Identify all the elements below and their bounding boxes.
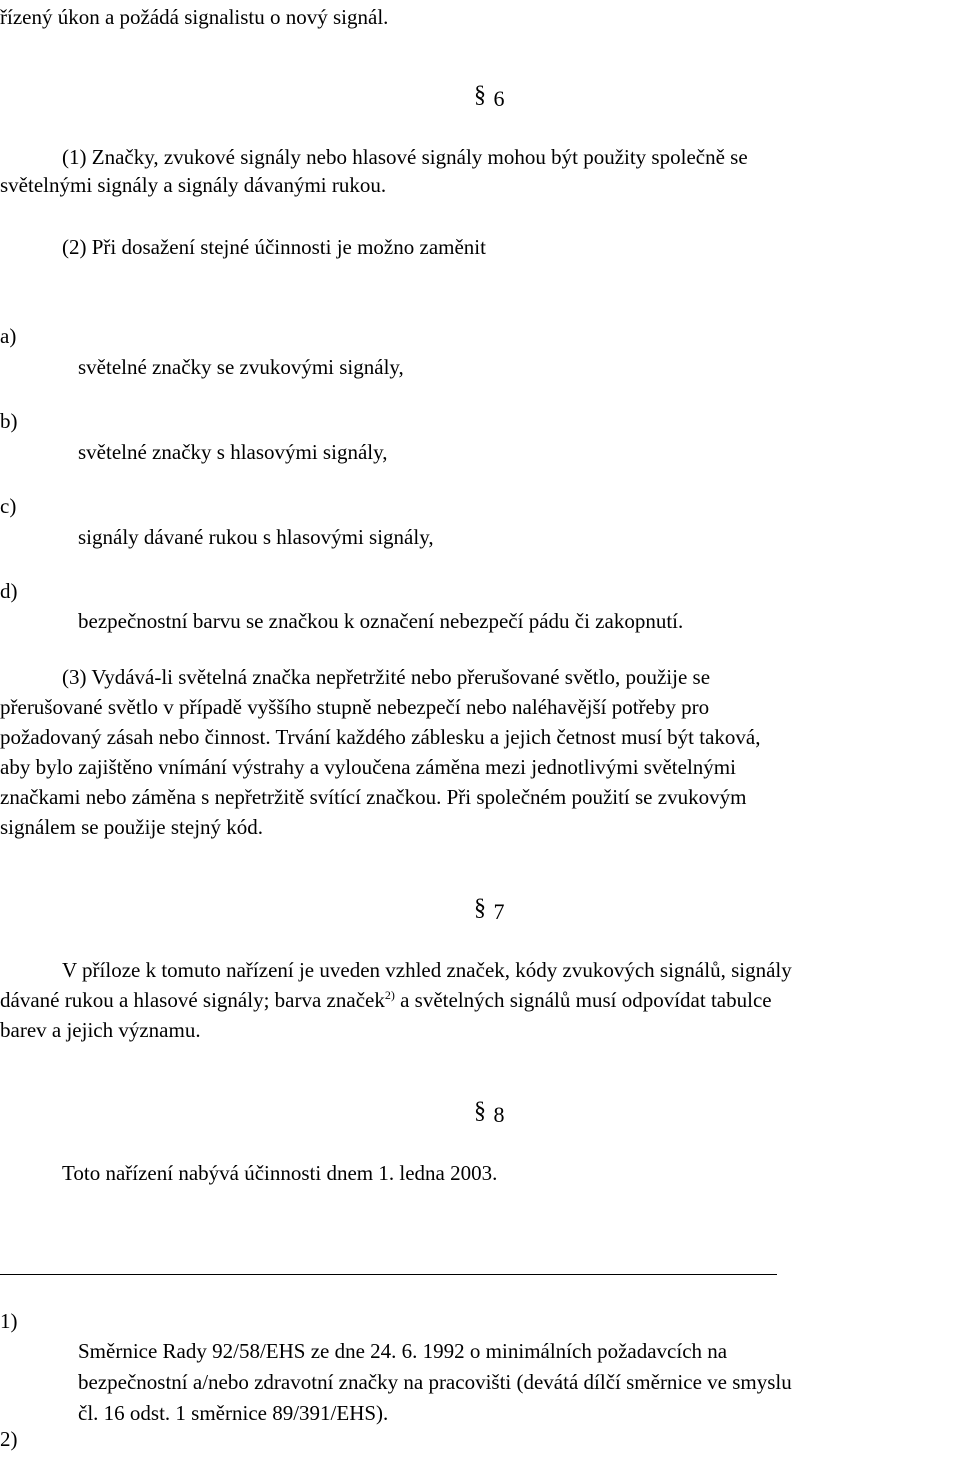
footnote-divider <box>0 1274 777 1275</box>
list-item-label: a) <box>0 324 17 348</box>
paragraph-1-line-2: světelnými signály a signály dávanými rukou. <box>0 173 387 197</box>
section-7-line <box>0 985 960 1015</box>
paragraph-3-line: (3) Vydává-li světelná značka nepřetržité nebo přerušované světlo, použije se <box>62 665 711 689</box>
paragraph-3-line: značkami nebo záměna s nepřetržitě svítící značkou. Při společném použití se zvukovým <box>0 785 747 809</box>
footnote-line: Směrnice Rady 92/58/EHS ze dne 24. 6. 1992 o minimálních požadavcích na <box>78 1339 728 1363</box>
list-item-text: bezpečnostní barvu se značkou k označení nebezpečí pádu či zakopnutí. <box>78 609 684 633</box>
effective-date-text: Toto nařízení nabývá účinnosti dnem 1. ledna 2003. <box>62 1161 498 1185</box>
footnote-1-text <box>78 1336 960 1429</box>
list-item-label: d) <box>0 579 18 603</box>
paragraph-3-line: přerušované světlo v případě vyššího stupně nebezpečí nebo naléhavější potřeby pro <box>0 695 710 719</box>
paragraph-3-line: signálem se použije stejný kód. <box>0 815 264 839</box>
footnote-line: bezpečnostní a/nebo zdravotní značky na pracovišti (devátá dílčí směrnice ve smyslu <box>78 1370 792 1394</box>
footnote-line: čl. 16 odst. 1 směrnice 89/391/EHS). <box>78 1401 389 1425</box>
section-number: 8 <box>493 1102 505 1127</box>
section-mark: § <box>474 895 486 921</box>
section-7-heading <box>474 895 505 925</box>
paragraph-1-line-1: (1) Značky, zvukové signály nebo hlasové signály mohou být použity společně se <box>62 145 748 169</box>
list-item-text: signály dávané rukou s hlasovými signály, <box>78 525 434 549</box>
section-7-line-part: a světelných signálů musí odpovídat tabulce <box>394 988 772 1012</box>
section-7-line: V příloze k tomuto nařízení je uveden vzhled značek, kódy zvukových signálů, signály <box>62 958 792 982</box>
section-mark: § <box>474 1098 486 1124</box>
section-number: 6 <box>493 86 505 111</box>
section-8-heading <box>474 1098 505 1128</box>
continuation-line: řízený úkon a požádá signalistu o nový signál. <box>0 5 389 29</box>
section-number: 7 <box>493 899 505 924</box>
section-7-line: barev a jejich významu. <box>0 1018 201 1042</box>
paragraph-3 <box>0 662 960 842</box>
list-item-text: světelné značky se zvukovými signály, <box>78 355 404 379</box>
list-item-label: b) <box>0 409 18 433</box>
footnote-label: 2) <box>0 1427 18 1451</box>
section-7-line-part: dávané rukou a hlasové signály; barva značek <box>0 988 385 1012</box>
footnote-label: 1) <box>0 1309 18 1333</box>
section-7-paragraph <box>0 955 960 1045</box>
list-item-label: c) <box>0 494 17 518</box>
paragraph-3-line: aby bylo zajištěno vnímání výstrahy a vyloučena záměna mezi jednotlivými světelnými <box>0 755 736 779</box>
paragraph-2: (2) Při dosažení stejné účinnosti je možno zaměnit <box>62 235 486 259</box>
section-6-heading <box>474 82 505 112</box>
paragraph-3-line: požadovaný zásah nebo činnost. Trvání každého záblesku a jejich četnost musí být taková, <box>0 725 761 749</box>
list-item-text: světelné značky s hlasovými signály, <box>78 440 388 464</box>
footnote-reference: 2) <box>384 988 395 1002</box>
section-mark: § <box>474 82 486 108</box>
